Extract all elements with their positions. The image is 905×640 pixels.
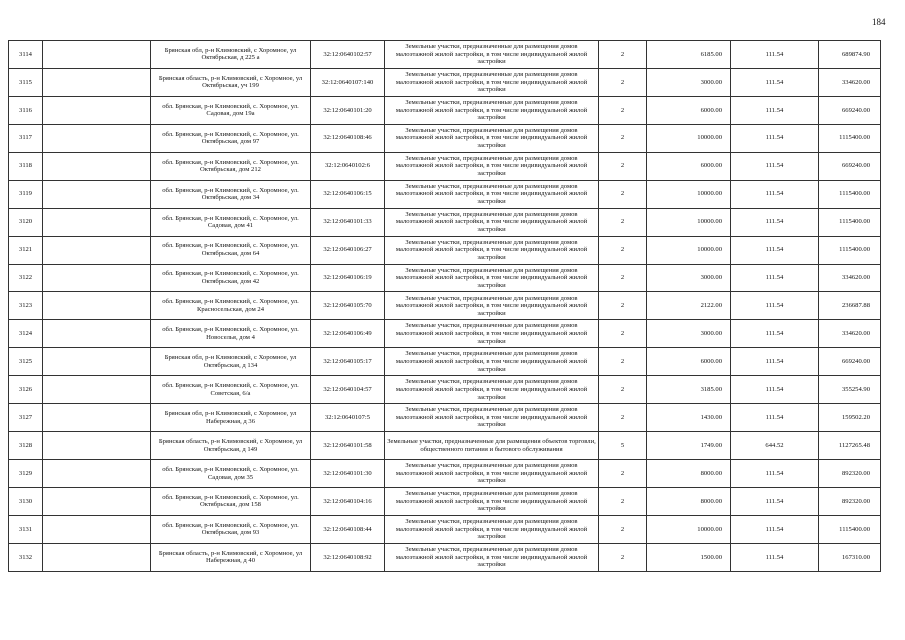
address-cell: Брянская область, р-н Климовский, с Хоромное, ул Октябрьская, уч 199 — [151, 68, 311, 96]
area-cell: 6000.00 — [647, 96, 731, 124]
area-cell: 6000.00 — [647, 152, 731, 180]
empty-cell — [43, 515, 151, 543]
area-cell: 3000.00 — [647, 68, 731, 96]
cadastral-number-cell: 32:12:0640101:58 — [311, 432, 385, 460]
row-number-cell: 3129 — [9, 460, 43, 488]
permitted-use-cell: Земельные участки, предназначенные для размещения домов малоэтажной жилой застройки, в том числе индивидуальной жилой застройки — [385, 264, 599, 292]
address-cell: обл. Брянская, р-н Климовский, с. Хоромное, ул. Советская, 6/а — [151, 376, 311, 404]
cadastral-value-cell: 669240.00 — [819, 96, 881, 124]
use-group-cell: 2 — [599, 68, 647, 96]
table-row — [9, 41, 881, 69]
empty-cell — [43, 348, 151, 376]
area-cell: 10000.00 — [647, 236, 731, 264]
permitted-use-cell: Земельные участки, предназначенные для размещения домов малоэтажной жилой застройки, в том числе индивидуальной жилой застройки — [385, 488, 599, 516]
empty-cell — [43, 543, 151, 571]
permitted-use-cell: Земельные участки, предназначенные для размещения домов малоэтажной жилой застройки, в том числе индивидуальной жилой застройки — [385, 68, 599, 96]
empty-cell — [43, 488, 151, 516]
cadastral-number-cell: 32:12:0640101:33 — [311, 208, 385, 236]
table-row — [9, 543, 881, 571]
use-group-cell: 2 — [599, 320, 647, 348]
use-group-cell: 2 — [599, 543, 647, 571]
cadastral-number-cell: 32:12:0640107:5 — [311, 404, 385, 432]
row-number-cell: 3117 — [9, 124, 43, 152]
row-number-cell: 3119 — [9, 180, 43, 208]
address-cell: обл. Брянская, р-н Климовский, с. Хоромное, ул. Садовая, дом 35 — [151, 460, 311, 488]
cadastral-value-cell: 236687.88 — [819, 292, 881, 320]
table-body — [9, 41, 881, 572]
cadastral-value-cell: 892320.00 — [819, 488, 881, 516]
row-number-cell: 3114 — [9, 41, 43, 69]
table-row — [9, 180, 881, 208]
row-number-cell: 3115 — [9, 68, 43, 96]
specific-value-cell: 111.54 — [731, 152, 819, 180]
empty-cell — [43, 236, 151, 264]
cadastral-value-cell: 1115400.00 — [819, 124, 881, 152]
permitted-use-cell: Земельные участки, предназначенные для размещения домов малоэтажной жилой застройки, в том числе индивидуальной жилой застройки — [385, 180, 599, 208]
empty-cell — [43, 180, 151, 208]
address-cell: обл. Брянская, р-н Климовский, с. Хоромное, ул. Октябрьская, дом 93 — [151, 515, 311, 543]
cadastral-value-cell: 1115400.00 — [819, 515, 881, 543]
specific-value-cell: 111.54 — [731, 96, 819, 124]
table-row — [9, 376, 881, 404]
address-cell: Брянская обл, р-н Климовский, с Хоромное, ул Октябрьская, д 134 — [151, 348, 311, 376]
permitted-use-cell: Земельные участки, предназначенные для размещения домов малоэтажной жилой застройки, в том числе индивидуальной жилой застройки — [385, 292, 599, 320]
empty-cell — [43, 152, 151, 180]
row-number-cell: 3123 — [9, 292, 43, 320]
area-cell: 1500.00 — [647, 543, 731, 571]
cadastral-value-cell: 167310.00 — [819, 543, 881, 571]
permitted-use-cell: Земельные участки, предназначенные для размещения домов малоэтажной жилой застройки, в том числе индивидуальной жилой застройки — [385, 348, 599, 376]
specific-value-cell: 111.54 — [731, 488, 819, 516]
specific-value-cell: 111.54 — [731, 348, 819, 376]
table-row — [9, 515, 881, 543]
row-number-cell: 3125 — [9, 348, 43, 376]
area-cell: 1430.00 — [647, 404, 731, 432]
empty-cell — [43, 68, 151, 96]
row-number-cell: 3131 — [9, 515, 43, 543]
specific-value-cell: 111.54 — [731, 543, 819, 571]
use-group-cell: 2 — [599, 180, 647, 208]
address-cell: обл. Брянская, р-н Климовский, с. Хоромное, ул. Садовая, дом 41 — [151, 208, 311, 236]
permitted-use-cell: Земельные участки, предназначенные для размещения домов малоэтажной жилой застройки, в том числе индивидуальной жилой застройки — [385, 124, 599, 152]
area-cell: 6000.00 — [647, 348, 731, 376]
empty-cell — [43, 376, 151, 404]
permitted-use-cell: Земельные участки, предназначенные для размещения домов малоэтажной жилой застройки, в том числе индивидуальной жилой застройки — [385, 152, 599, 180]
empty-cell — [43, 432, 151, 460]
table-row — [9, 460, 881, 488]
cadastral-number-cell: 32:12:0640104:57 — [311, 376, 385, 404]
permitted-use-cell: Земельные участки, предназначенные для размещения домов малоэтажной жилой застройки, в том числе индивидуальной жилой застройки — [385, 376, 599, 404]
cadastral-value-cell: 689874.90 — [819, 41, 881, 69]
address-cell: Брянская обл, р-н Климовский, с Хоромное, ул Набережная, д 36 — [151, 404, 311, 432]
permitted-use-cell: Земельные участки, предназначенные для размещения домов малоэтажной жилой застройки, в том числе индивидуальной жилой застройки — [385, 96, 599, 124]
address-cell: обл. Брянская, р-н Климовский, с. Хоромное, ул. Октябрьская, дом 158 — [151, 488, 311, 516]
address-cell: обл. Брянская, р-н Климовский, с. Хоромное, ул. Октябрьская, дом 42 — [151, 264, 311, 292]
use-group-cell: 2 — [599, 124, 647, 152]
table-row — [9, 208, 881, 236]
cadastral-value-cell: 1115400.00 — [819, 180, 881, 208]
area-cell: 3185.00 — [647, 376, 731, 404]
address-cell: Брянская область, р-н Климовский, с Хоромное, ул Набережная, д 40 — [151, 543, 311, 571]
permitted-use-cell: Земельные участки, предназначенные для размещения домов малоэтажной жилой застройки, в том числе индивидуальной жилой застройки — [385, 320, 599, 348]
cadastral-value-cell: 1127265.48 — [819, 432, 881, 460]
address-cell: Брянская область, р-н Климовский, с Хоромное, ул Октябрьская, д 149 — [151, 432, 311, 460]
use-group-cell: 5 — [599, 432, 647, 460]
specific-value-cell: 111.54 — [731, 41, 819, 69]
table-row — [9, 432, 881, 460]
empty-cell — [43, 460, 151, 488]
specific-value-cell: 644.52 — [731, 432, 819, 460]
address-cell: Брянская обл, р-н Климовский, с Хоромное, ул Октябрьская, д 225 а — [151, 41, 311, 69]
land-plots-table — [8, 40, 881, 572]
use-group-cell: 2 — [599, 460, 647, 488]
permitted-use-cell: Земельные участки, предназначенные для размещения домов малоэтажной жилой застройки, в том числе индивидуальной жилой застройки — [385, 515, 599, 543]
cadastral-number-cell: 32:12:0640102:6 — [311, 152, 385, 180]
row-number-cell: 3121 — [9, 236, 43, 264]
cadastral-number-cell: 32:12:0640107:140 — [311, 68, 385, 96]
empty-cell — [43, 292, 151, 320]
cadastral-number-cell: 32:12:0640106:15 — [311, 180, 385, 208]
use-group-cell: 2 — [599, 96, 647, 124]
use-group-cell: 2 — [599, 264, 647, 292]
cadastral-number-cell: 32:12:0640101:30 — [311, 460, 385, 488]
use-group-cell: 2 — [599, 236, 647, 264]
permitted-use-cell: Земельные участки, предназначенные для размещения домов малоэтажной жилой застройки, в том числе индивидуальной жилой застройки — [385, 460, 599, 488]
row-number-cell: 3130 — [9, 488, 43, 516]
specific-value-cell: 111.54 — [731, 236, 819, 264]
cadastral-value-cell: 1115400.00 — [819, 236, 881, 264]
permitted-use-cell: Земельные участки, предназначенные для размещения объектов торговли, общественного питания и бытового обслуживания — [385, 432, 599, 460]
cadastral-number-cell: 32:12:0640106:19 — [311, 264, 385, 292]
row-number-cell: 3124 — [9, 320, 43, 348]
use-group-cell: 2 — [599, 404, 647, 432]
cadastral-value-cell: 159502.20 — [819, 404, 881, 432]
permitted-use-cell: Земельные участки, предназначенные для размещения домов малоэтажной жилой застройки, в том числе индивидуальной жилой застройки — [385, 404, 599, 432]
specific-value-cell: 111.54 — [731, 180, 819, 208]
empty-cell — [43, 208, 151, 236]
row-number-cell: 3116 — [9, 96, 43, 124]
cadastral-number-cell: 32:12:0640108:46 — [311, 124, 385, 152]
cadastral-number-cell: 32:12:0640101:20 — [311, 96, 385, 124]
cadastral-value-cell: 669240.00 — [819, 348, 881, 376]
table-row — [9, 320, 881, 348]
table-row — [9, 236, 881, 264]
table-row — [9, 124, 881, 152]
cadastral-value-cell: 334620.00 — [819, 320, 881, 348]
use-group-cell: 2 — [599, 292, 647, 320]
area-cell: 8000.00 — [647, 460, 731, 488]
table-row — [9, 348, 881, 376]
table-row — [9, 68, 881, 96]
cadastral-value-cell: 334620.00 — [819, 264, 881, 292]
use-group-cell: 2 — [599, 515, 647, 543]
row-number-cell: 3127 — [9, 404, 43, 432]
use-group-cell: 2 — [599, 488, 647, 516]
cadastral-number-cell: 32:12:0640108:44 — [311, 515, 385, 543]
specific-value-cell: 111.54 — [731, 515, 819, 543]
specific-value-cell: 111.54 — [731, 376, 819, 404]
row-number-cell: 3126 — [9, 376, 43, 404]
address-cell: обл. Брянская, р-н Климовский, с. Хоромное, ул. Октябрьская, дом 97 — [151, 124, 311, 152]
row-number-cell: 3122 — [9, 264, 43, 292]
cadastral-number-cell: 32:12:0640104:16 — [311, 488, 385, 516]
permitted-use-cell: Земельные участки, предназначенные для размещения домов малоэтажной жилой застройки, в том числе индивидуальной жилой застройки — [385, 208, 599, 236]
area-cell: 6185.00 — [647, 41, 731, 69]
row-number-cell: 3120 — [9, 208, 43, 236]
permitted-use-cell: Земельные участки, предназначенные для размещения домов малоэтажной жилой застройки, в том числе индивидуальной жилой застройки — [385, 543, 599, 571]
area-cell: 10000.00 — [647, 180, 731, 208]
cadastral-number-cell: 32:12:0640106:49 — [311, 320, 385, 348]
cadastral-value-cell: 355254.90 — [819, 376, 881, 404]
use-group-cell: 2 — [599, 208, 647, 236]
specific-value-cell: 111.54 — [731, 124, 819, 152]
area-cell: 1749.00 — [647, 432, 731, 460]
use-group-cell: 2 — [599, 152, 647, 180]
cadastral-number-cell: 32:12:0640105:70 — [311, 292, 385, 320]
cadastral-value-cell: 334620.00 — [819, 68, 881, 96]
permitted-use-cell: Земельные участки, предназначенные для размещения домов малоэтажной жилой застройки, в том числе индивидуальной жилой застройки — [385, 236, 599, 264]
use-group-cell: 2 — [599, 376, 647, 404]
page-number: 184 — [872, 17, 886, 27]
empty-cell — [43, 404, 151, 432]
area-cell: 3000.00 — [647, 264, 731, 292]
table-row — [9, 264, 881, 292]
table-row — [9, 404, 881, 432]
permitted-use-cell: Земельные участки, предназначенные для размещения домов малоэтажной жилой застройки, в том числе индивидуальной жилой застройки — [385, 41, 599, 69]
table-row — [9, 96, 881, 124]
area-cell: 8000.00 — [647, 488, 731, 516]
cadastral-value-cell: 1115400.00 — [819, 208, 881, 236]
cadastral-number-cell: 32:12:0640105:17 — [311, 348, 385, 376]
cadastral-number-cell: 32:12:0640108:92 — [311, 543, 385, 571]
area-cell: 3000.00 — [647, 320, 731, 348]
specific-value-cell: 111.54 — [731, 404, 819, 432]
specific-value-cell: 111.54 — [731, 460, 819, 488]
use-group-cell: 2 — [599, 348, 647, 376]
empty-cell — [43, 41, 151, 69]
empty-cell — [43, 320, 151, 348]
specific-value-cell: 111.54 — [731, 320, 819, 348]
cadastral-value-cell: 892320.00 — [819, 460, 881, 488]
address-cell: обл. Брянская, р-н Климовский, с. Хоромное, ул. Октябрьская, дом 212 — [151, 152, 311, 180]
empty-cell — [43, 96, 151, 124]
address-cell: обл. Брянская, р-н Климовский, с. Хоромное, ул. Красносельская, дом 24 — [151, 292, 311, 320]
table-row — [9, 292, 881, 320]
area-cell: 10000.00 — [647, 515, 731, 543]
table-row — [9, 488, 881, 516]
cadastral-number-cell: 32:12:0640106:27 — [311, 236, 385, 264]
table-row — [9, 152, 881, 180]
address-cell: обл. Брянская, р-н Климовский, с. Хоромное, ул. Октябрьская, дом 34 — [151, 180, 311, 208]
empty-cell — [43, 124, 151, 152]
specific-value-cell: 111.54 — [731, 208, 819, 236]
empty-cell — [43, 264, 151, 292]
row-number-cell: 3132 — [9, 543, 43, 571]
address-cell: обл. Брянская, р-н Климовский, с. Хоромное, ул. Октябрьская, дом 64 — [151, 236, 311, 264]
specific-value-cell: 111.54 — [731, 264, 819, 292]
address-cell: обл. Брянская, р-н Климовский, с. Хоромное, ул. Новоселья, дом 4 — [151, 320, 311, 348]
use-group-cell: 2 — [599, 41, 647, 69]
row-number-cell: 3128 — [9, 432, 43, 460]
specific-value-cell: 111.54 — [731, 68, 819, 96]
cadastral-number-cell: 32:12:0640102:57 — [311, 41, 385, 69]
area-cell: 2122.00 — [647, 292, 731, 320]
area-cell: 10000.00 — [647, 208, 731, 236]
address-cell: обл. Брянская, р-н Климовский, с. Хоромное, ул. Садовая, дом 19а — [151, 96, 311, 124]
cadastral-value-cell: 669240.00 — [819, 152, 881, 180]
specific-value-cell: 111.54 — [731, 292, 819, 320]
row-number-cell: 3118 — [9, 152, 43, 180]
area-cell: 10000.00 — [647, 124, 731, 152]
